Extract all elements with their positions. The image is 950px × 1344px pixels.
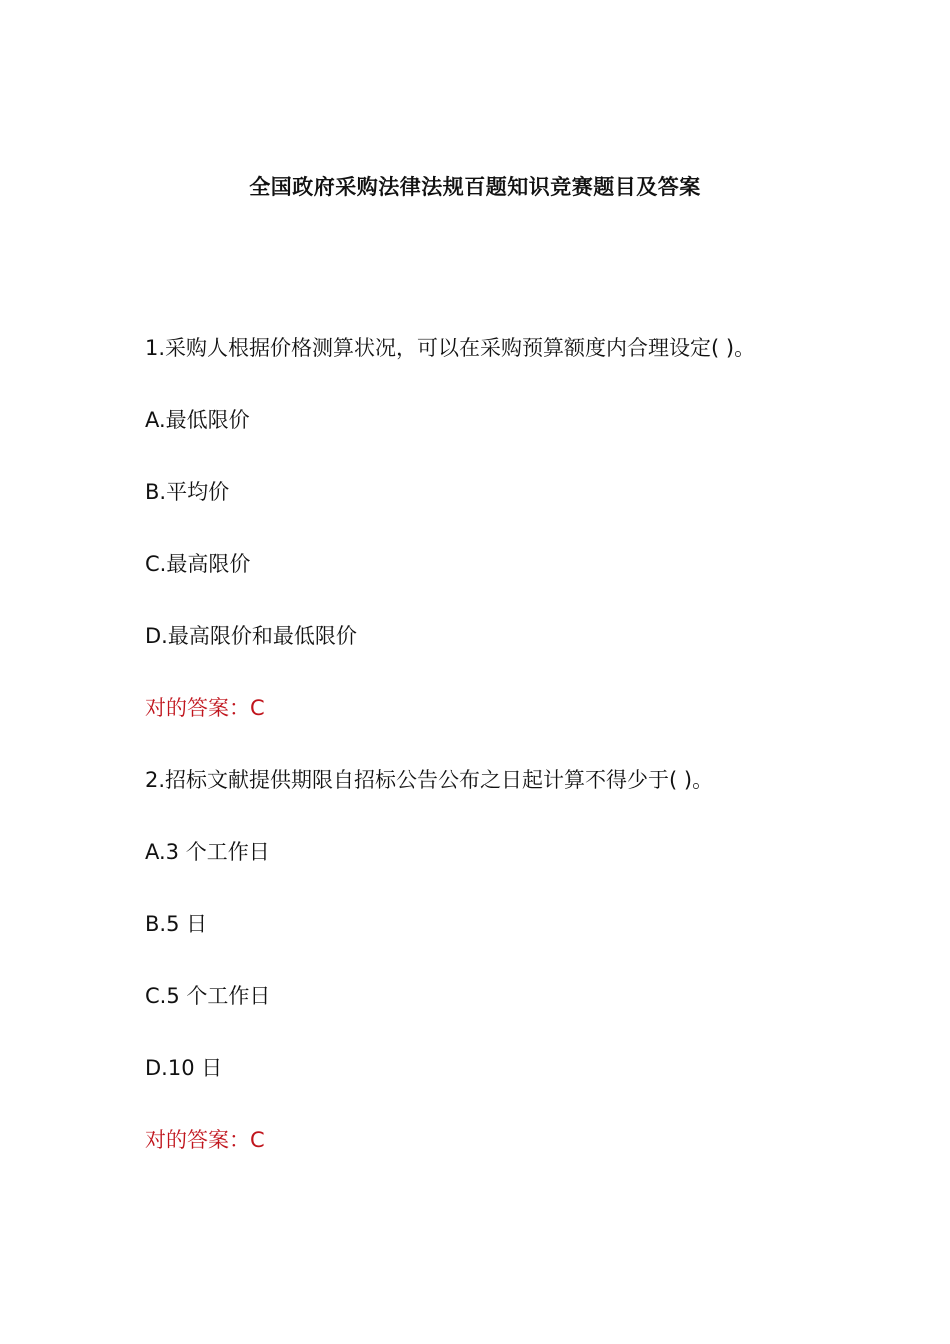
question-1-answer: 对的答案：C — [145, 696, 265, 720]
question-1-option-d: D.最高限价和最低限价 — [145, 624, 357, 648]
question-2-text: 2.招标文献提供期限自招标公告公布之日起计算不得少于( )。 — [145, 768, 714, 792]
question-2-option-c: C.5 个工作日 — [145, 984, 271, 1008]
question-2-option-d: D.10 日 — [145, 1056, 223, 1080]
question-1-option-c: C.最高限价 — [145, 552, 251, 576]
question-2-option-a: A.3 个工作日 — [145, 840, 270, 864]
question-1-option-b: B.平均价 — [145, 480, 230, 504]
question-1-option-a: A.最低限价 — [145, 408, 250, 432]
question-1-text: 1.采购人根据价格测算状况，可以在采购预算额度内合理设定( )。 — [145, 336, 756, 360]
question-2-option-b: B.5 日 — [145, 912, 208, 936]
question-2-answer: 对的答案：C — [145, 1128, 265, 1152]
document-title: 全国政府采购法律法规百题知识竞赛题目及答案 — [249, 175, 701, 199]
